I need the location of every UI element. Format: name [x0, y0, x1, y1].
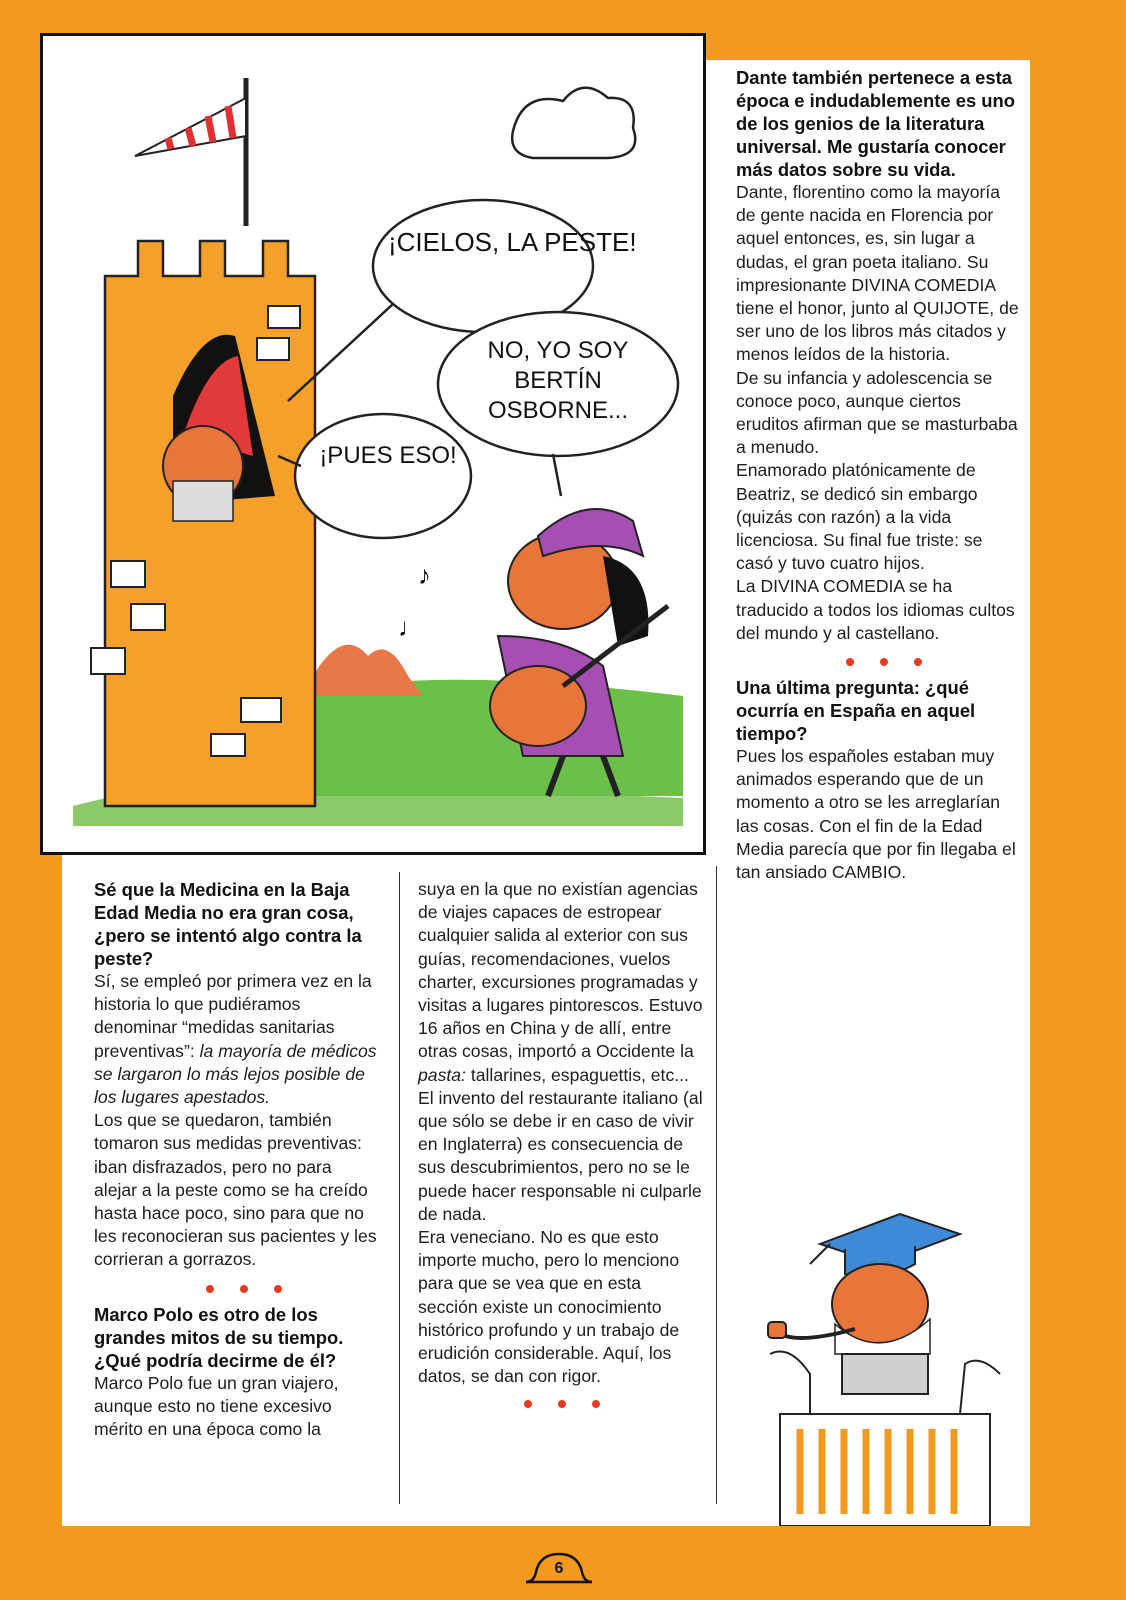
- answer-medicina-p2: Los que se quedaron, también tomaron sus medidas preventivas: iban disfrazados, pero no para alejar a la peste como se ha creído hasta hace poco, sino para que no les reconocieran sus pacientes y les corrieran a gorrazos.: [94, 1110, 377, 1270]
- answer-dante-p1: Dante, florentino como la mayoría de gente nacida en Florencia por aquel entonces, es, sin lugar a dudas, el gran poeta italiano. Su impresionante DIVINA COMEDIA tiene el honor, junto al QUIJOTE, de ser uno de los libros más citados y menos leídos de la historia.: [736, 182, 1019, 365]
- castle-cartoon: [40, 33, 706, 855]
- answer-dante-p2: De su infancia y adolescencia se conoce poco, aunque ciertos eruditos afirman que se masturbaba a menudo.: [736, 367, 1018, 458]
- column-3: [736, 66, 1021, 884]
- separator-dots: [524, 1400, 703, 1408]
- answer-marco-polo-cont: [418, 878, 703, 1226]
- castle-stone: [91, 648, 125, 674]
- scholar-drawing: [760, 1204, 1004, 1526]
- marco-polo-text-a: suya en la que no existían agencias de viajes capaces de estropear cualquier salida al exterior con sus guías, recomendaciones, vuelos charter, excursiones programadas y visitas a lugares pintorescos. Estuvo 16 años en China y de allí, entre otras cosas, importó a Occidente la: [418, 879, 703, 1062]
- cap-tassel: [810, 1244, 830, 1264]
- question-marco-polo: Marco Polo es otro de los grandes mitos de su tiempo. ¿Qué podría decirme de él?: [94, 1303, 344, 1371]
- castle-stone: [131, 604, 165, 630]
- castle-stone: [268, 306, 300, 328]
- question-espana: Una última pregunta: ¿qué ocurría en España en aquel tiempo?: [736, 677, 976, 745]
- page-number-text: 6: [554, 1560, 564, 1577]
- bubble-bertin-text: NO, YO SOY BERTÍN OSBORNE...: [487, 337, 629, 424]
- separator-dots: [846, 658, 1021, 666]
- separator-dots: [206, 1285, 379, 1293]
- column-2: [418, 878, 703, 1418]
- castle-stone: [241, 698, 281, 722]
- music-note-icon: ♩: [398, 612, 424, 642]
- distant-hill: [313, 645, 423, 696]
- column-divider: [399, 872, 400, 1504]
- answer-dante-p4: La DIVINA COMEDIA se ha traducido a todos los idiomas cultos del mundo y al castellano.: [736, 576, 1015, 643]
- bubble-bertin: [453, 336, 663, 436]
- column-divider: [716, 866, 717, 1504]
- answer-medicina: [94, 970, 379, 1109]
- page-number: [524, 1548, 594, 1588]
- marco-polo-pasta: pasta:: [418, 1064, 466, 1085]
- answer-marco-polo-start: Marco Polo fue un gran viajero, aunque esto no tiene excesivo mérito en una época como la: [94, 1372, 339, 1440]
- cartoon-drawing: [43, 36, 703, 852]
- bubble-pues-text: ¡PUES ESO!: [319, 442, 457, 469]
- question-medicina: Sé que la Medicina en la Baja Edad Media no era gran cosa, ¿pero se intentó algo contra la peste?: [94, 879, 362, 969]
- pipe-bowl: [768, 1322, 786, 1338]
- answer-dante-p3: Enamorado platónicamente de Beatriz, se dedicó sin embargo (quizás con razón) a la vida licenciosa. Su final fue triste: se casó y tuvo cuatro hijos.: [736, 460, 983, 574]
- column-1: [94, 878, 379, 1441]
- castle-stone: [211, 734, 245, 756]
- question-dante: Dante también pertenece a esta época e indudablemente es uno de los genios de la literatura universal. Me gustaría conocer más datos sobre su vida.: [736, 67, 1015, 180]
- marco-polo-text-c: Era veneciano. No es que esto importe mucho, pero lo menciono para que se vea que en esta sección existe un conocimiento histórico profundo y un trabajo de erudición considerable. Aquí, los datos, se dan con rigor.: [418, 1227, 680, 1387]
- music-note-icon: ♪: [418, 560, 431, 590]
- bubble-cielos-text: ¡CIELOS, LA PESTE!: [388, 227, 637, 257]
- marco-polo-text-b: tallarines, espaguettis, etc... El invento del restaurante italiano (al que sólo se debe ir en caso de vivir en Inglaterra) es consecuencia de sus descubrimientos, pero no se le puede hacer responsable ni culparle de nada.: [418, 1064, 703, 1224]
- cloud-icon: [512, 88, 635, 158]
- answer-medicina-italic: la mayoría de médicos se largaron lo más lejos posible de los lugares apestados.: [94, 1040, 377, 1108]
- scholar-book: [842, 1354, 928, 1394]
- answer-espana: Pues los españoles estaban muy animados esperando que de un momento a otro se les arreglarían las cosas. Con el fin de la Edad Media parecía que por fin llegaba el tan ansiado CAMBIO.: [736, 746, 1016, 883]
- bubble-pues: [318, 441, 458, 521]
- castle-stone: [257, 338, 289, 360]
- castle-stone: [111, 561, 145, 587]
- king-beard: [173, 481, 233, 521]
- answer-medicina-intro: Sí, se empleó por primera vez en la historia lo que pudiéramos denominar “medidas sanitarias preventivas”:: [94, 971, 372, 1061]
- bubble-tail: [553, 454, 561, 496]
- scholar-illustration: [760, 1204, 1004, 1526]
